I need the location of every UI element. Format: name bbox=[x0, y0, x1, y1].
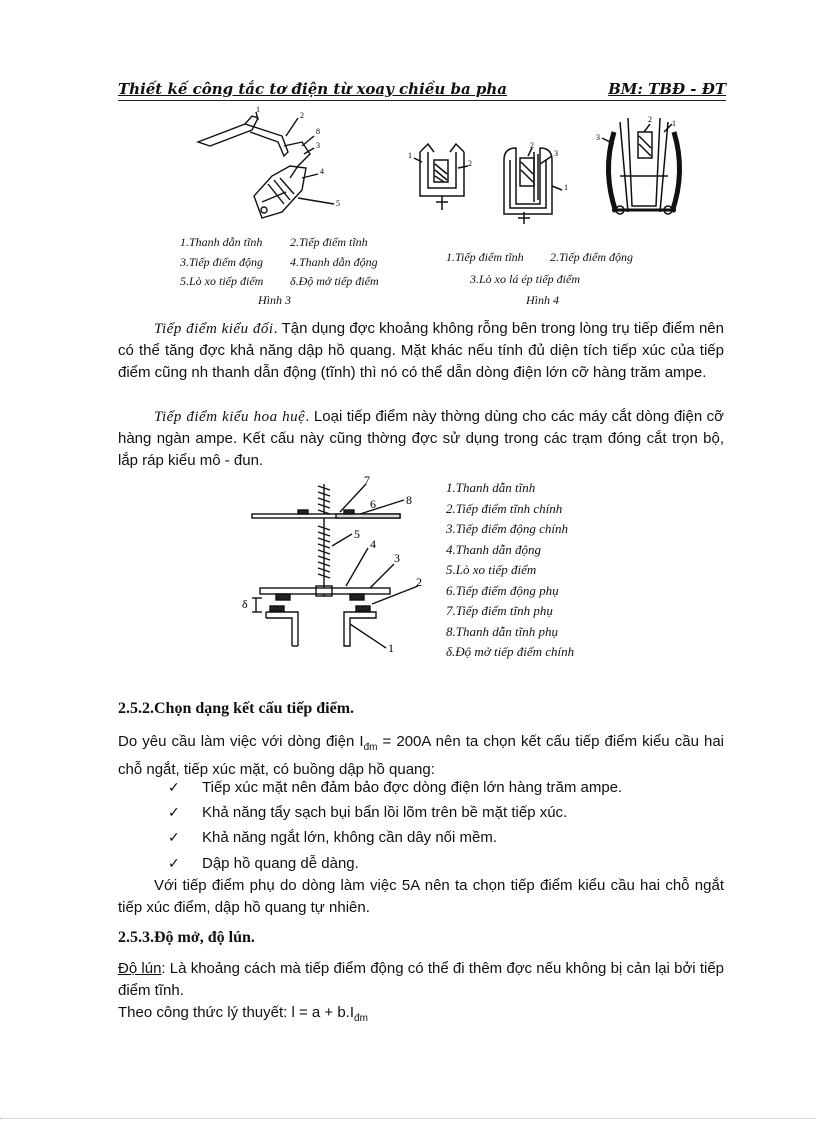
fig5-legend-item: δ.Độ mở tiếp điểm chính bbox=[446, 644, 575, 659]
section-heading-2-5-2: 2.5.2.Chọn dạng kết cấu tiếp điểm. bbox=[118, 700, 355, 717]
fig5-legend-item: 5.Lò xo tiếp điểm bbox=[446, 562, 537, 577]
fig4-legend-1: 1.Tiếp điểm tĩnh bbox=[446, 250, 524, 264]
figure-5-drawing bbox=[240, 476, 440, 660]
fig3-callout-8: 8 bbox=[316, 127, 320, 136]
bullet-item bbox=[168, 852, 359, 875]
fig3-callout-4: 4 bbox=[320, 167, 324, 176]
paragraph-wipe-definition bbox=[118, 958, 724, 1002]
fig5-callout-1: 1 bbox=[388, 641, 394, 655]
fig4-callout-2c: 2 bbox=[648, 115, 652, 124]
fig5-callout-5: 5 bbox=[354, 527, 360, 541]
header-title: Thiết kế công tắc tơ điện từ xoay chiều ba pha bbox=[118, 80, 508, 98]
fig5-callout-2: 2 bbox=[416, 575, 422, 589]
paragraph-text: = 200A nên ta chọn kết cấu tiếp điểm kiểu cầu hai chỗ ngắt, tiếp xúc mặt, có buồng dập hồ quang: bbox=[118, 733, 725, 778]
fig4-title: Hình 4 bbox=[526, 293, 559, 307]
fig3-callout-5: 5 bbox=[336, 199, 340, 208]
fig5-callout-3: 3 bbox=[394, 551, 400, 565]
bullet-item bbox=[168, 776, 622, 799]
section-heading-2-5-3: 2.5.3.Độ mở, độ lún. bbox=[118, 929, 255, 946]
checkmark-icon: ✓ bbox=[168, 855, 180, 871]
page-footer-rule bbox=[0, 1118, 816, 1119]
fig5-legend bbox=[446, 478, 574, 663]
fig3-legend-3: 3.Tiếp điểm động bbox=[180, 255, 263, 269]
fig5-callout-6: 6 bbox=[370, 497, 376, 511]
fig5-legend-item: 6.Tiếp điểm động phụ bbox=[446, 582, 559, 598]
fig4-legend-2: 2.Tiếp điểm động bbox=[550, 250, 633, 264]
fig3-legend-6: δ.Độ mở tiếp điểm bbox=[290, 274, 379, 288]
paragraph-contact-choice bbox=[118, 731, 724, 781]
figure-4-drawing bbox=[406, 112, 706, 228]
fig4-legend-3: 3.Lò xo lá ép tiếp điểm bbox=[470, 272, 580, 286]
bullet-text: Khả năng tẩy sạch bụi bẩn lồi lõm trên bề mặt tiếp xúc. bbox=[202, 804, 568, 821]
figure-3-drawing bbox=[190, 106, 360, 230]
fig4-callout-1b: 1 bbox=[564, 183, 568, 192]
fig3-legend-1: 1.Thanh dẫn tĩnh bbox=[180, 235, 263, 249]
page-header bbox=[118, 78, 726, 101]
fig5-callout-4: 4 bbox=[370, 537, 376, 551]
fig3-title: Hình 3 bbox=[258, 293, 291, 307]
fig5-callout-8: 8 bbox=[406, 493, 412, 507]
fig3-legend-2: 2.Tiếp điểm tĩnh bbox=[290, 235, 368, 249]
term-opposite-contact: Tiếp điểm kiểu đối bbox=[154, 321, 274, 337]
paragraph-lily-contact bbox=[118, 406, 724, 472]
fig3-callout-3: 3 bbox=[316, 141, 320, 150]
fig3-callout-2: 2 bbox=[300, 111, 304, 120]
fig5-legend-item: 7.Tiếp điểm tĩnh phụ bbox=[446, 603, 553, 618]
bullet-text: Tiếp xúc mặt nên đảm bảo đợc dòng điện lớn hàng trăm ampe. bbox=[202, 779, 623, 796]
subscript: đm bbox=[363, 742, 378, 753]
term-wipe: Độ lún bbox=[118, 960, 162, 977]
checkmark-icon: ✓ bbox=[168, 829, 180, 845]
fig5-legend-item: 1.Thanh dẫn tĩnh bbox=[446, 480, 536, 495]
fig4-callout-2b: 2 bbox=[530, 141, 534, 150]
bullet-text: Dập hồ quang dễ dàng. bbox=[202, 855, 359, 872]
fig5-legend-item: 8.Thanh dẫn tĩnh phụ bbox=[446, 623, 558, 639]
fig5-legend-item: 2.Tiếp điểm tĩnh chính bbox=[446, 500, 563, 516]
bullet-text: Khả năng ngắt lớn, không cần dây nối mềm. bbox=[202, 829, 498, 846]
formula-text: Theo công thức lý thuyết: l = a + b.I bbox=[118, 1004, 355, 1021]
paragraph-text: Do yêu cầu làm việc với dòng điện I bbox=[118, 733, 364, 750]
fig3-callout-1: 1 bbox=[256, 106, 260, 114]
paragraph-text: . Tận dụng đợc khoảng không rỗng bên trong lòng trụ tiếp điểm nên có thể tăng đợc khả năng dập hồ quang. Mặt khác nếu tính đủ diện tích tiếp xúc của tiếp điểm cũng nh thanh dẫn động (tĩnh) thì nó có thể dẫn dòng điện lớn cỡ hàng trăm ampe. bbox=[118, 320, 724, 381]
fig5-callout-7: 7 bbox=[364, 476, 370, 487]
subscript: đm bbox=[354, 1013, 368, 1024]
paragraph-opposite-contact bbox=[118, 318, 724, 384]
fig5-legend-item: 3.Tiếp điểm động chính bbox=[446, 521, 569, 536]
fig5-callout-delta: δ bbox=[242, 597, 248, 611]
checkmark-icon: ✓ bbox=[168, 804, 180, 820]
term-lily-contact: Tiếp điểm kiểu hoa huệ bbox=[154, 409, 306, 425]
header-department: BM: TBĐ - ĐT bbox=[608, 80, 726, 98]
fig4-callout-3b: 3 bbox=[596, 133, 600, 142]
fig5-legend-item: 4.Thanh dẫn động bbox=[446, 541, 541, 557]
bullet-item bbox=[168, 826, 497, 849]
paragraph-aux-contact: Với tiếp điểm phụ do dòng làm việc 5A nên ta chọn tiếp điểm kiểu cầu hai chỗ ngắt tiếp xúc điểm, dập hồ quang tự nhiên. bbox=[118, 877, 724, 916]
checkmark-icon: ✓ bbox=[168, 779, 180, 795]
fig4-callout-1a: 1 bbox=[408, 151, 412, 160]
fig3-legend-5: 5.Lò xo tiếp điểm bbox=[180, 274, 264, 288]
fig4-callout-2a: 2 bbox=[468, 159, 472, 168]
paragraph-formula bbox=[118, 1002, 724, 1030]
bullet-item bbox=[168, 801, 567, 824]
paragraph-text: . Loại tiếp điểm này thờng dùng cho các máy cắt dòng điện cỡ hàng ngàn ampe. Kết cấu này cũng thờng đợc sử dụng trong các trạm đóng cắt trọn bộ, lắp ráp kiểu mô - đun. bbox=[118, 408, 724, 469]
fig4-callout-3a: 3 bbox=[554, 149, 558, 158]
fig4-callout-1c: 1 bbox=[672, 119, 676, 128]
paragraph-text: : Là khoảng cách mà tiếp điểm động có thể đi thêm đợc nếu không bị cản lại bởi tiếp điểm tĩnh. bbox=[118, 960, 725, 999]
fig3-legend-4: 4.Thanh dẫn động bbox=[290, 255, 378, 269]
